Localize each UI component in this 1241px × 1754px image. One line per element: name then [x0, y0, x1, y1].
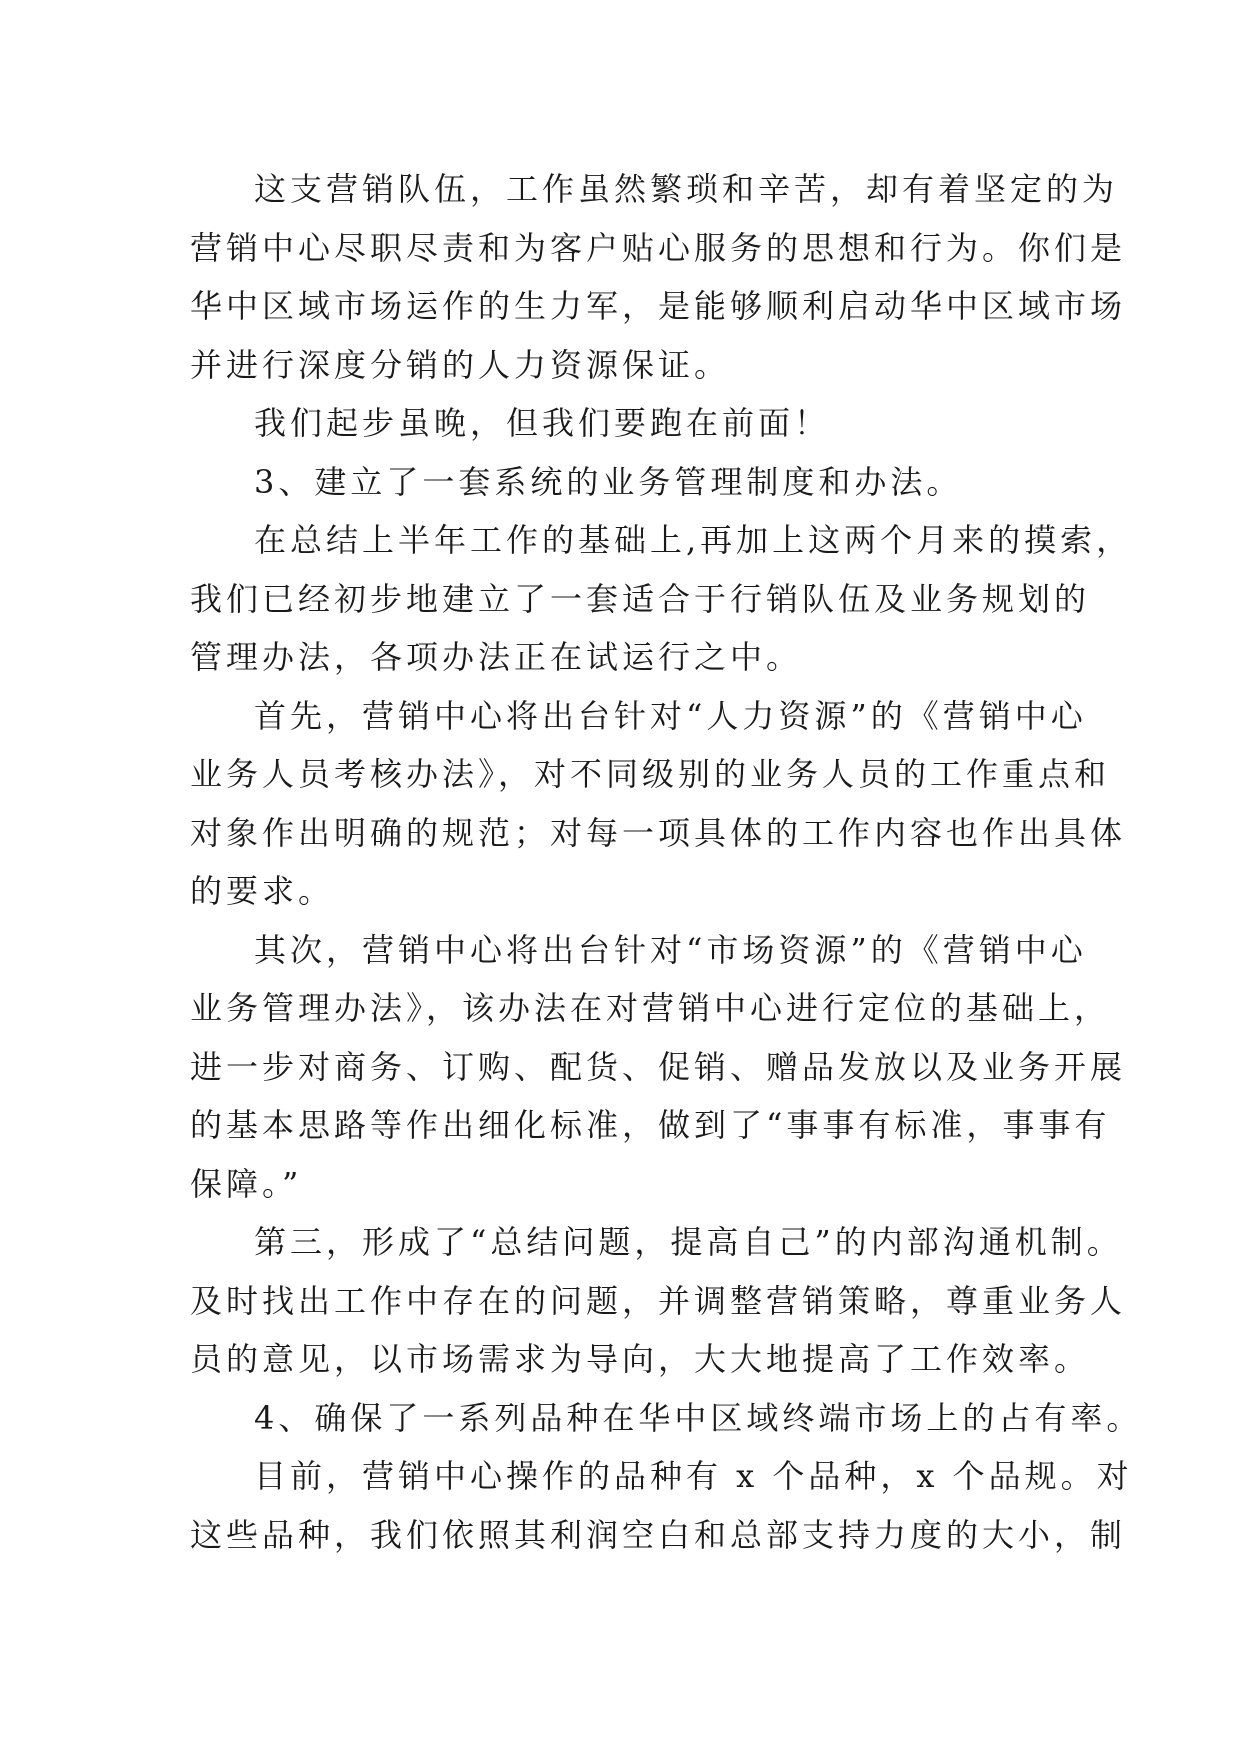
paragraph-product-varieties [190, 1447, 1133, 1564]
section-heading: 4、确保了一系列品种在华中区域终端市场上的占有率。 [254, 1398, 1143, 1437]
text-line: 营销中心尽职尽责和为客户贴心服务的思想和行为。你们是 [190, 228, 1127, 267]
paragraph-slogan [190, 394, 1070, 453]
paragraph-first-measure [190, 687, 1127, 921]
document-body [190, 160, 1143, 1564]
text-line: 这些品种，我们依照其利润空白和总部支持力度的大小，制 [190, 1515, 1127, 1554]
section-heading: 3、建立了一套系统的业务管理制度和办法。 [254, 462, 963, 501]
text-line: 在总结上半年工作的基础上,再加上这两个月来的摸索， [254, 521, 1133, 559]
paragraph-second-measure [190, 921, 1127, 1214]
section-heading-4 [190, 1389, 1143, 1448]
text-line: 及时找出工作中存在的问题，并调整营销策略，尊重业务人 [190, 1281, 1127, 1320]
text-line: 我们已经初步地建立了一套适合于行销队伍及业务规划的 [190, 579, 1091, 618]
text-line: 的基本思路等作出细化标准，做到了“事事有标准，事事有 [190, 1106, 1111, 1144]
text-line: 第三，形成了“总结问题，提高自己”的内部沟通机制。 [254, 1223, 1123, 1261]
text-line: 华中区域市场运作的生力军，是能够顺利启动华中区域市场 [190, 287, 1127, 325]
text-line: 保障。” [190, 1164, 303, 1203]
section-heading-3 [190, 453, 1070, 512]
text-line: 进一步对商务、订购、配货、促销、赠品发放以及业务开展 [190, 1047, 1127, 1086]
text-line: 其次，营销中心将出台针对“市场资源”的《营销中心 [254, 930, 1087, 969]
text-line: 业务管理办法》，该办法在对营销中心进行定位的基础上， [190, 989, 1111, 1027]
text-line: 业务人员考核办法》，对不同级别的业务人员的工作重点和 [190, 755, 1111, 793]
text-line: 的要求。 [190, 872, 335, 910]
text-line: 并进行深度分销的人力资源保证。 [190, 345, 731, 384]
text-line: 对象作出明确的规范；对每一项具体的工作内容也作出具体 [190, 813, 1127, 852]
text-line: 员的意见，以市场需求为导向，大大地提高了工作效率。 [190, 1340, 1091, 1378]
paragraph-management-summary [190, 511, 1133, 687]
text-line: 管理办法，各项办法正在试运行之中。 [190, 638, 803, 676]
text-line: 我们起步虽晚，但我们要跑在前面！ [254, 404, 831, 442]
paragraph-third-measure [190, 1213, 1127, 1389]
text-line: 首先，营销中心将出台针对“人力资源”的《营销中心 [254, 696, 1087, 735]
text-line: 目前，营销中心操作的品种有 x 个品种，x 个品规。对 [254, 1457, 1133, 1495]
text-line: 这支营销队伍，工作虽然繁琐和辛苦，却有着坚定的为 [254, 170, 1119, 208]
paragraph-team-description [190, 160, 1127, 394]
